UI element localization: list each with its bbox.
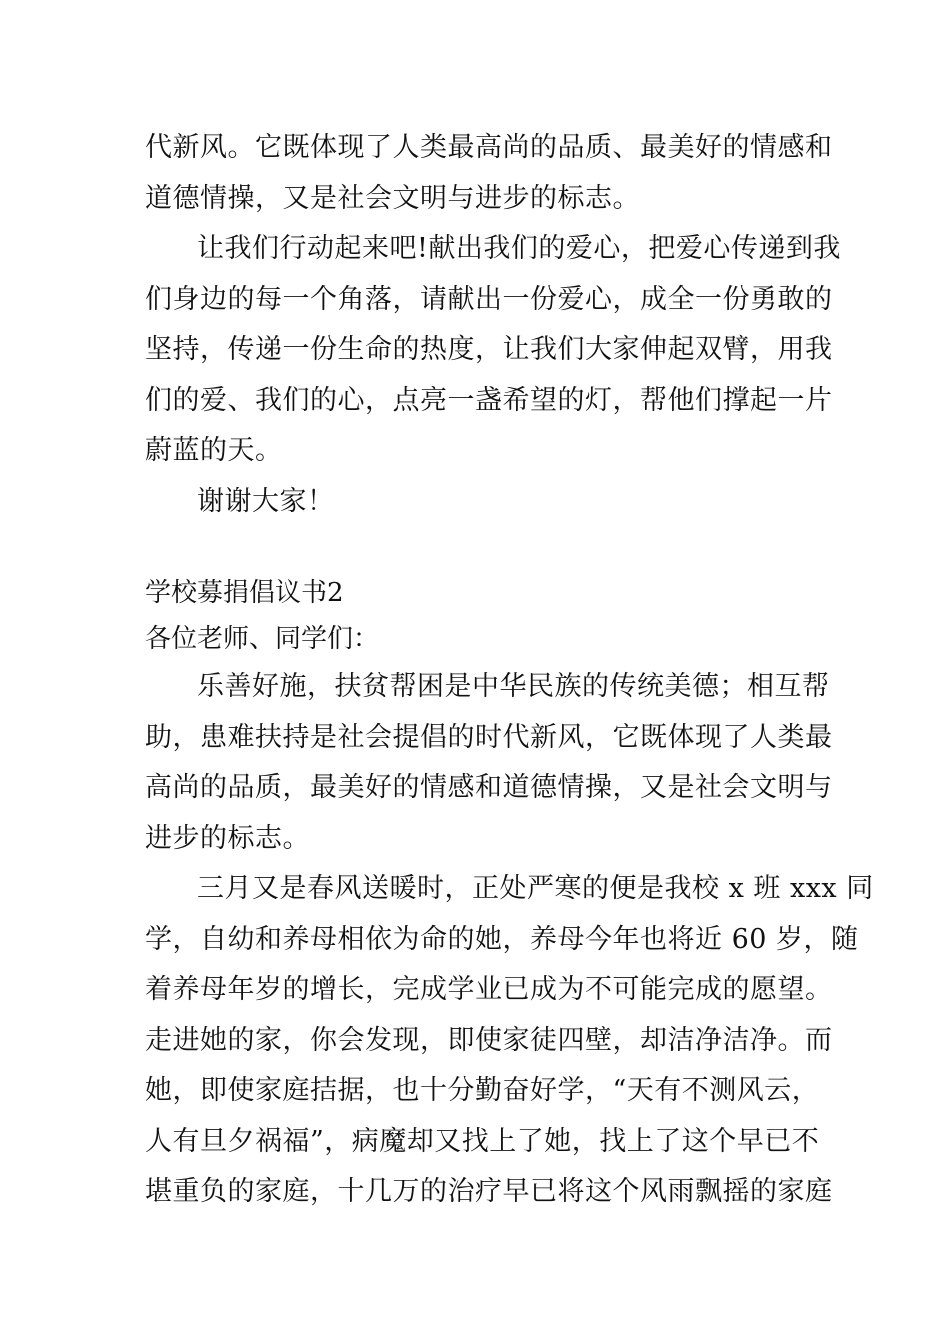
section-title: 学校募捐倡议书2 — [145, 578, 344, 608]
text-line: 人有旦夕祸福”，病魔却又找上了她，找上了这个早已不 — [145, 1125, 820, 1157]
thanks-line: 谢谢大家！ — [197, 485, 335, 517]
text-line: 代新风。它既体现了人类最高尚的品质、最美好的情感和 — [145, 132, 833, 163]
text-line: 道德情操，又是社会文明与进步的标志。 — [145, 182, 640, 214]
paragraph-story — [145, 864, 874, 1218]
document-page — [145, 123, 874, 1218]
text-line: 们的爱、我们的心，点亮一盏希望的灯，帮他们撑起一片 — [145, 384, 833, 416]
paragraph-call-to-action — [145, 224, 841, 477]
text-line: 学，自幼和养母相依为命的她，养母今年也将近 60 岁，随 — [145, 923, 859, 955]
paragraph-continued — [145, 123, 833, 224]
text-line: 让我们行动起来吧!献出我们的爱心，把爱心传递到我 — [197, 233, 841, 264]
greeting-line: 各位老师、同学们： — [145, 624, 380, 654]
text-line: 三月又是春风送暖时，正处严寒的便是我校 x 班 xxx 同 — [197, 873, 874, 904]
text-line: 们身边的每一个角落，请献出一份爱心，成全一份勇敢的 — [145, 283, 833, 315]
text-line: 走进她的家，你会发现，即使家徒四壁，却洁净洁净。而 — [145, 1024, 833, 1056]
text-line: 蔚蓝的天。 — [145, 435, 283, 466]
section-gap — [145, 527, 810, 570]
text-line: 进步的标志。 — [145, 822, 310, 854]
text-line: 乐善好施，扶贫帮困是中华民族的传统美德；相互帮 — [197, 671, 830, 702]
text-line: 坚持，传递一份生命的热度，让我们大家伸起双臂，用我 — [145, 334, 833, 365]
text-line: 她，即使家庭拮据，也十分勤奋好学，“天有不测风云， — [145, 1075, 820, 1106]
text-line: 着养母年岁的增长，完成学业已成为不可能完成的愿望。 — [145, 974, 833, 1005]
text-line: 堪重负的家庭，十几万的治疗早已将这个风雨飘摇的家庭 — [145, 1176, 833, 1207]
text-line: 助，患难扶持是社会提倡的时代新风，它既体现了人类最 — [145, 721, 833, 753]
text-line: 高尚的品质，最美好的情感和道德情操，又是社会文明与 — [145, 772, 833, 803]
paragraph-virtues — [145, 662, 833, 864]
